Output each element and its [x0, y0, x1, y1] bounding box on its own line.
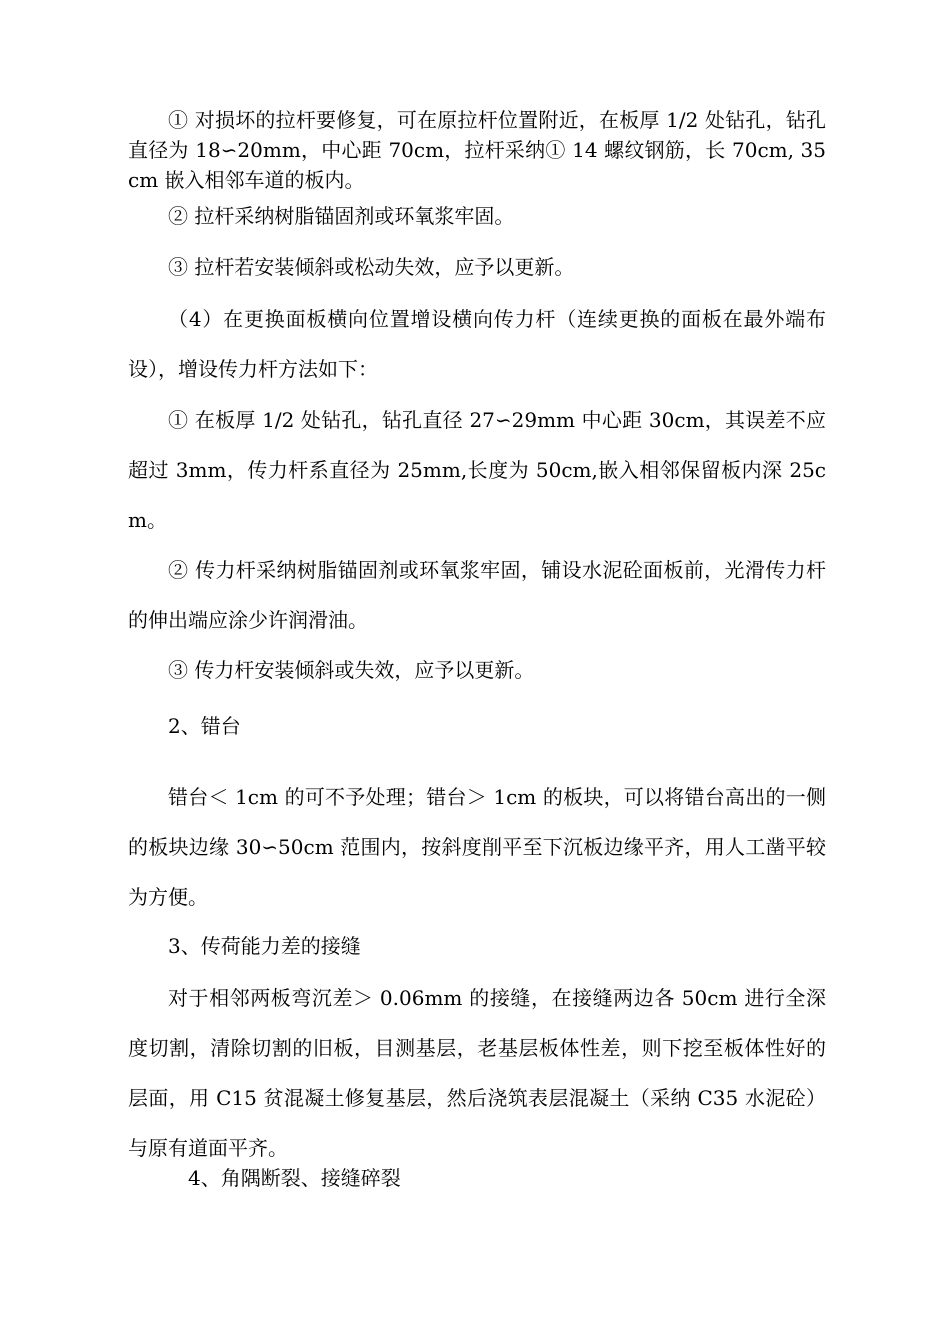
paragraph-dowel-bar-intro: （4）在更换面板横向位置增设横向传力杆（连续更换的面板在最外端布设），增设传力杆方法如下： [128, 307, 826, 381]
section-heading-poor-load-transfer: 3、传荷能力差的接缝 [168, 934, 361, 958]
section-heading-faulting: 2、错台 [168, 714, 241, 738]
paragraph-dowel-bar-replace: ③ 传力杆安装倾斜或失效，应予以更新。 [168, 658, 535, 682]
paragraph-tie-bar-repair: ① 对损坏的拉杆要修复，可在原拉杆位置附近，在板厚 1/2 处钻孔，钻孔直径为 18∽20mm，中心距 70cm，拉杆采纳① 14 螺纹钢筋，长 70cm, 35cm 嵌入相邻车道的板内。 [128, 108, 826, 192]
paragraph-dowel-bar-anchor: ② 传力杆采纳树脂锚固剂或环氧浆牢固，铺设水泥砼面板前，光滑传力杆的伸出端应涂少许润滑油。 [128, 558, 826, 632]
paragraph-dowel-bar-drilling: ① 在板厚 1/2 处钻孔，钻孔直径 27∽29mm 中心距 30cm，其误差不应超过 3mm，传力杆系直径为 25mm,长度为 50cm,嵌入相邻保留板内深 25cm。 [128, 408, 826, 532]
section-heading-corner-break: 4、角隅断裂、接缝碎裂 [188, 1166, 401, 1190]
paragraph-faulting-treatment: 错台＜ 1cm 的可不予处理；错台＞ 1cm 的板块，可以将错台高出的一侧的板块边缘 30∽50cm 范围内，按斜度削平至下沉板边缘平齐，用人工凿平较为方便。 [128, 785, 826, 909]
paragraph-tie-bar-replace: ③ 拉杆若安装倾斜或松动失效，应予以更新。 [168, 255, 575, 279]
paragraph-tie-bar-anchor: ② 拉杆采纳树脂锚固剂或环氧浆牢固。 [168, 204, 515, 228]
paragraph-load-transfer-treatment: 对于相邻两板弯沉差＞ 0.06mm 的接缝，在接缝两边各 50cm 进行全深度切割，清除切割的旧板，目测基层，老基层板体性差，则下挖至板体性好的层面，用 C15 贫混凝土修复基层，然后浇筑表层混凝土（采纳 C35 水泥砼）与原有道面平齐。 [128, 986, 826, 1160]
